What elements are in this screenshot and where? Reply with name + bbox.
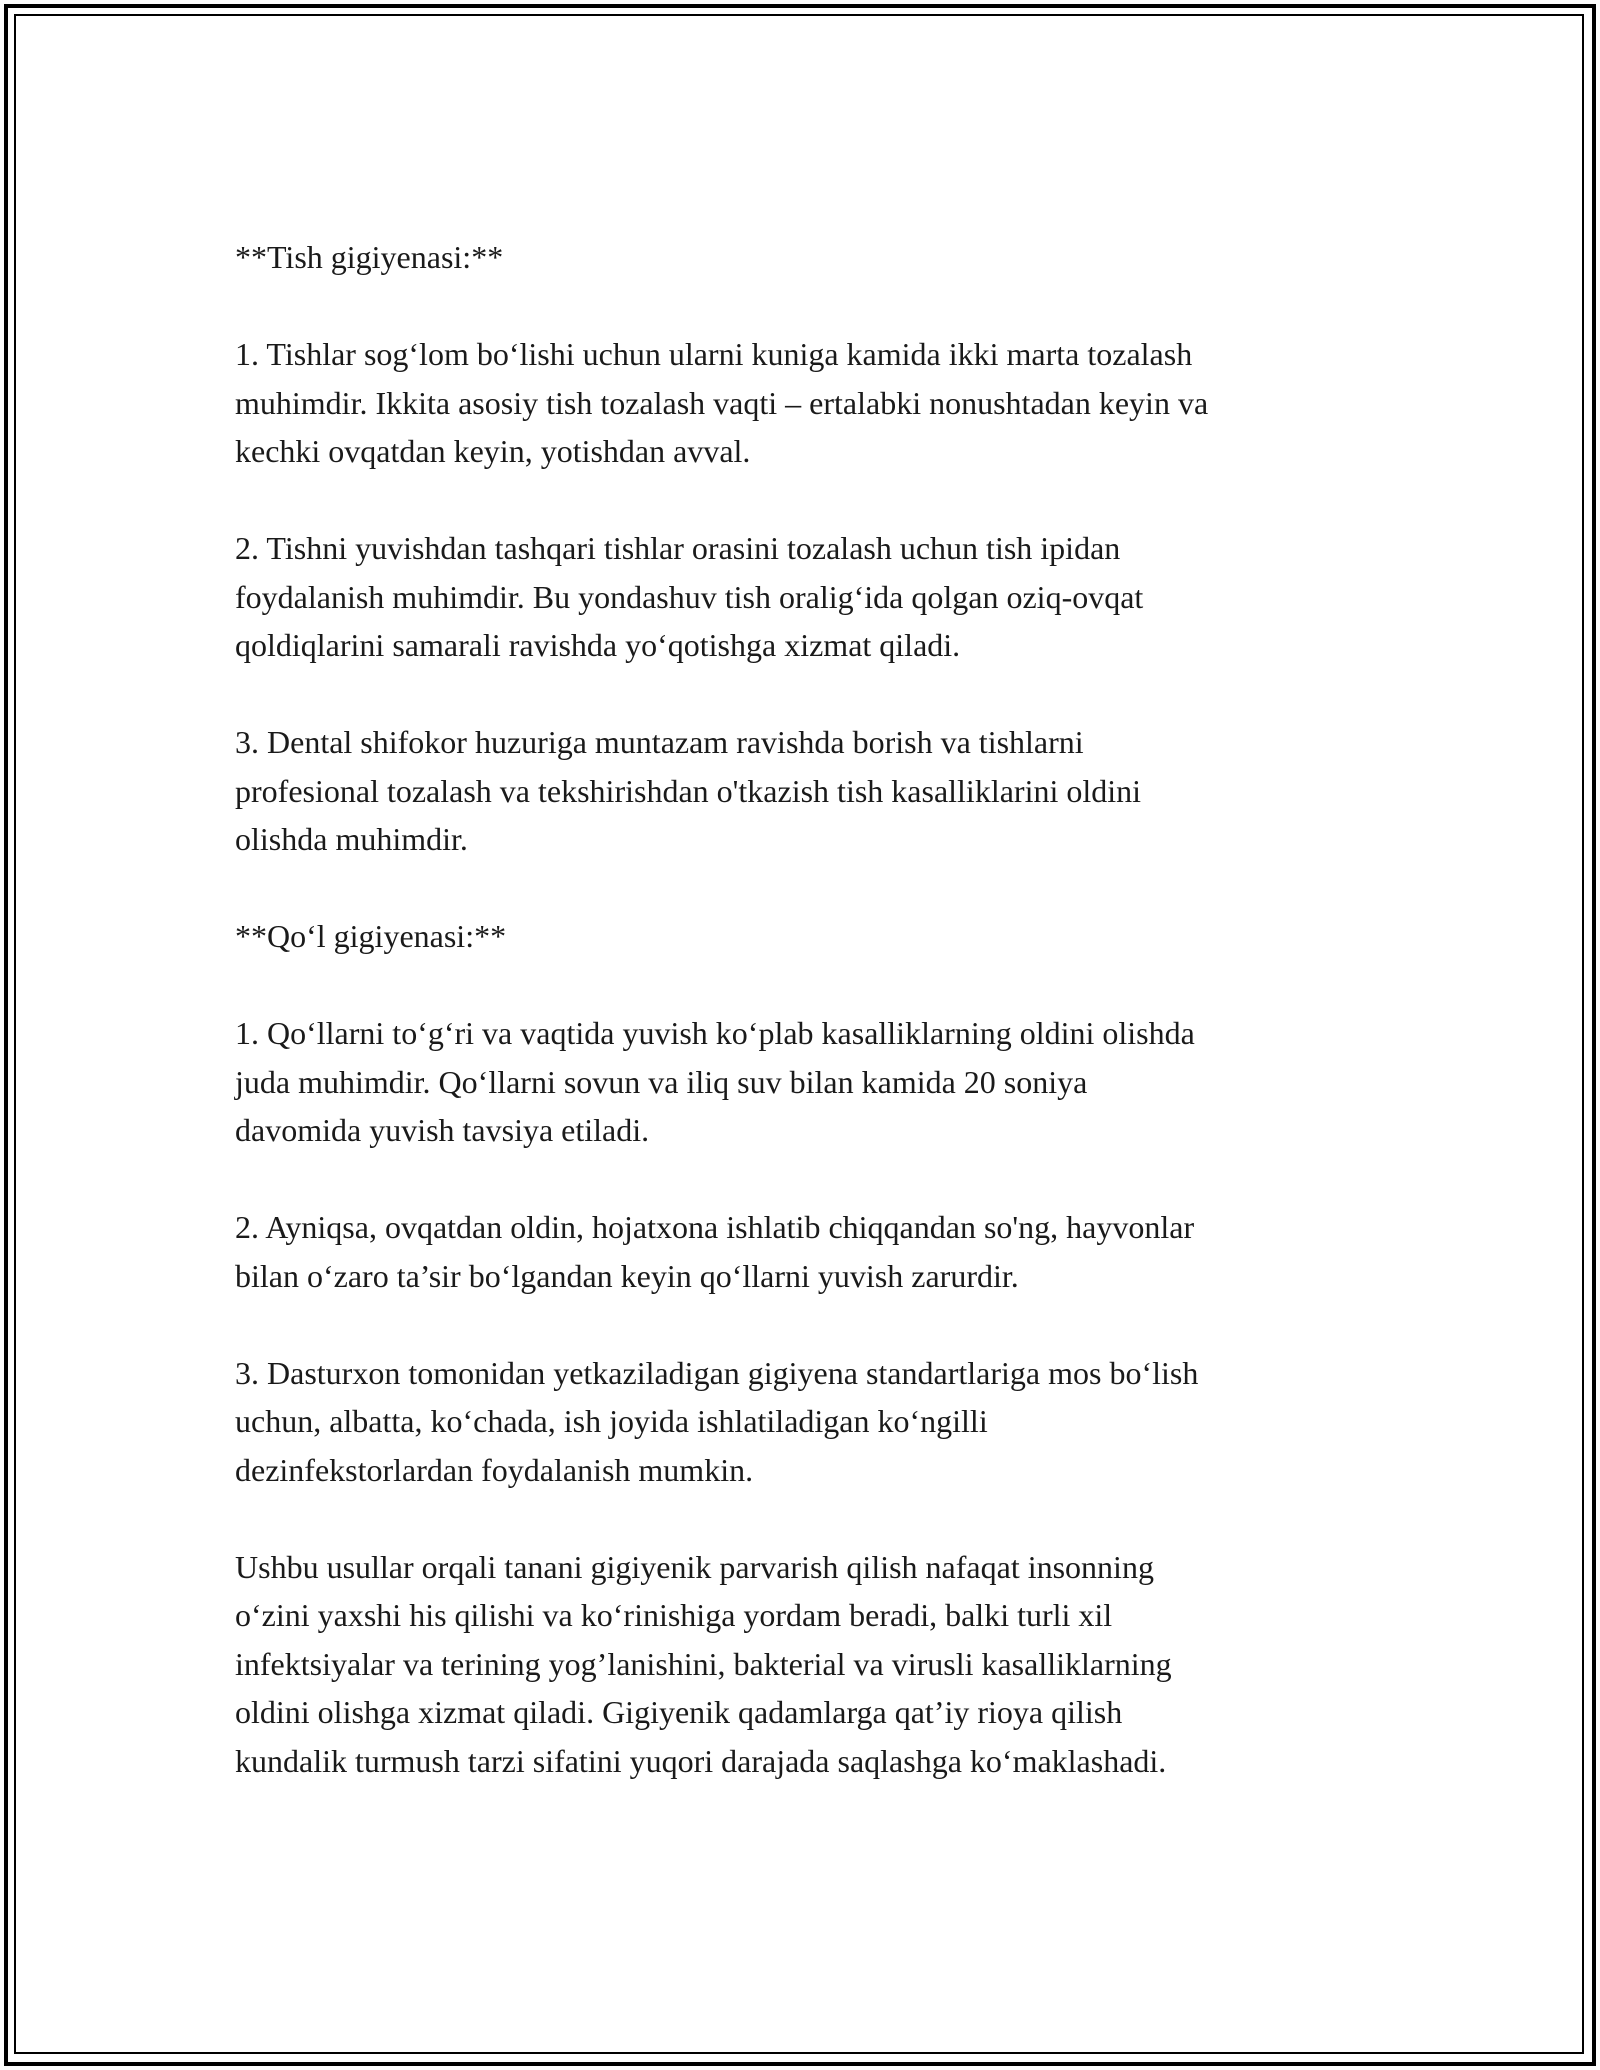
tish-item-2: 2. Tishni yuvishdan tashqari tishlar orasini tozalash uchun tish ipidan foydalanish muhimdir. Bu yondashuv tish oralig‘ida qolgan oziq-ovqat qoldiqlarini samarali ravishda yo‘qotishga xizmat qiladi. <box>235 530 1144 663</box>
conclusion-paragraph: Ushbu usullar orqali tanani gigiyenik parvarish qilish nafaqat insonning o‘zini yaxshi his qilishi va ko‘rinishiga yordam beradi, balki turli xil infektsiyalar va terining yog’lanishini, bakterial va virusli kasalliklarning oldini olishga xizmat qiladi. Gigiyenik qadamlarga qat’iy rioya qilish kundalik turmush tarzi sifatini yuqori darajada saqlashga ko‘maklashadi. <box>235 1548 1172 1779</box>
document-body <box>235 233 1375 1834</box>
heading-tish-gigiyenasi: **Tish gigiyenasi:** <box>235 239 504 275</box>
heading-qol-gigiyenasi: **Qo‘l gigiyenasi:** <box>235 918 507 954</box>
qol-item-1: 1. Qo‘llarni to‘g‘ri va vaqtida yuvish ko‘plab kasalliklarning oldini olishda juda muhimdir. Qo‘llarni sovun va iliq suv bilan kamida 20 soniya davomida yuvish tavsiya etiladi. <box>235 1015 1195 1148</box>
qol-item-3: 3. Dasturxon tomonidan yetkaziladigan gigiyena standartlariga mos bo‘lish uchun, albatta, ko‘chada, ish joyida ishlatiladigan ko‘ngilli dezinfekstorlardan foydalanish mumkin. <box>235 1354 1199 1488</box>
tish-item-3: 3. Dental shifokor huzuriga muntazam ravishda borish va tishlarni profesional tozalash va tekshirishdan o'tkazish tish kasalliklarini oldini olishda muhimdir. <box>235 724 1142 857</box>
qol-item-2: 2. Ayniqsa, ovqatdan oldin, hojatxona ishlatib chiqqandan so'ng, hayvonlar bilan o‘zaro ta’sir bo‘lgandan keyin qo‘llarni yuvish zarurdir. <box>235 1209 1195 1294</box>
tish-item-1: 1. Tishlar sog‘lom bo‘lishi uchun ularni kuniga kamida ikki marta tozalash muhimdir. Ikkita asosiy tish tozalash vaqti – ertalabki nonushtadan keyin va kechki ovqatdan keyin, yotishdan avval. <box>235 336 1209 469</box>
